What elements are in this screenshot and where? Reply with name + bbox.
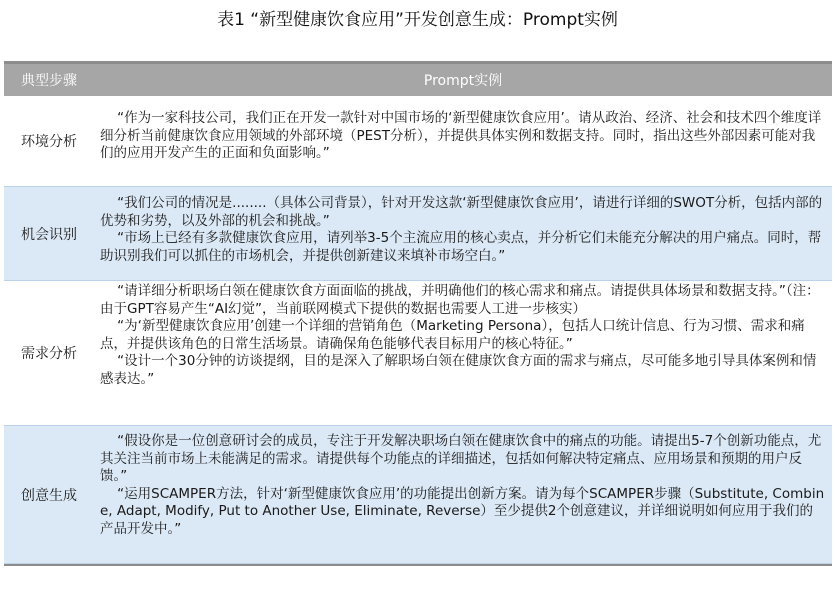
prompt-cell: “假设你是一位创意研讨会的成员，专注于开发解决职场白领在健康饮食中的痛点的功能。请提出5-7个创新功能点，尤其关注当前市场上未能满足的需求。请提供每个功能点的详细描述，包括如何解决特定痛点、应用场景和预期的用户反馈。” “运用SCAMPER方法，针对‘新型健康饮食应用’的功能提出创新方案。请为每个SCAMPER步骤（Substitute, Combine, Adapt, Modify, Put to Another Use, Eliminate, Reverse）至少提供2个创意建议，并详细说明如何应用于我们的产品开发中。”	[100, 433, 825, 537]
table-row	[4, 96, 832, 187]
step-cell: 环境分析	[21, 134, 77, 150]
header-step: 典型步骤	[21, 73, 77, 89]
prompt-cell: “我们公司的情况是........（具体公司背景），针对开发这款‘新型健康饮食应用’，请进行详细的SWOT分析，包括内部的优势和劣势，以及外部的机会和挑战。” “市场上已经有多款健康饮食应用，请列举3-5个主流应用的核心卖点，并分析它们未能充分解决的用户痛点。同时，帮助识别我们可以抓住的市场机会，并提供创新建议来填补市场空白。”	[100, 195, 823, 264]
step-cell: 机会识别	[21, 226, 77, 243]
step-cell: 创意生成	[21, 487, 77, 504]
table-caption: 表1 “新型健康饮食应用”开发创意生成：Prompt实例	[217, 10, 618, 30]
prompt-table	[4, 61, 832, 566]
table-bottom-rule	[4, 564, 832, 566]
step-cell: 需求分析	[21, 346, 77, 362]
prompt-cell: “请详细分析职场白领在健康饮食方面面临的挑战，并明确他们的核心需求和痛点。请提供具体场景和数据支持。”（注：由于GPT容易产生“AI幻觉”，当前联网模式下提供的数据也需要人工进一步核实） “为‘新型健康饮食应用’创建一个详细的营销角色（Marketing Persona），包括人口统计信息、行为习惯、需求和痛点，并提供该角色的日常生活场景。请确保角色能够代表目标用户的核心特征。” “设计一个30分钟的访谈提纲，目的是深入了解职场白领在健康饮食方面的需求与痛点，尽可能多地引导具体案例和情感表达。”	[100, 283, 820, 387]
table-row	[4, 426, 832, 564]
header-prompt: Prompt实例	[423, 73, 503, 89]
prompt-cell: “作为一家科技公司，我们正在开发一款针对中国市场的‘新型健康饮食应用’。请从政治、经济、社会和技术四个维度详细分析当前健康饮食应用领域的外部环境（PEST分析），并提供具体实例和数据支持。同时，指出这些外部因素可能对我们的应用开发产生的正面和负面影响。”	[100, 110, 822, 161]
table-row	[4, 281, 832, 426]
table-header	[4, 61, 832, 96]
table-row	[4, 187, 832, 281]
